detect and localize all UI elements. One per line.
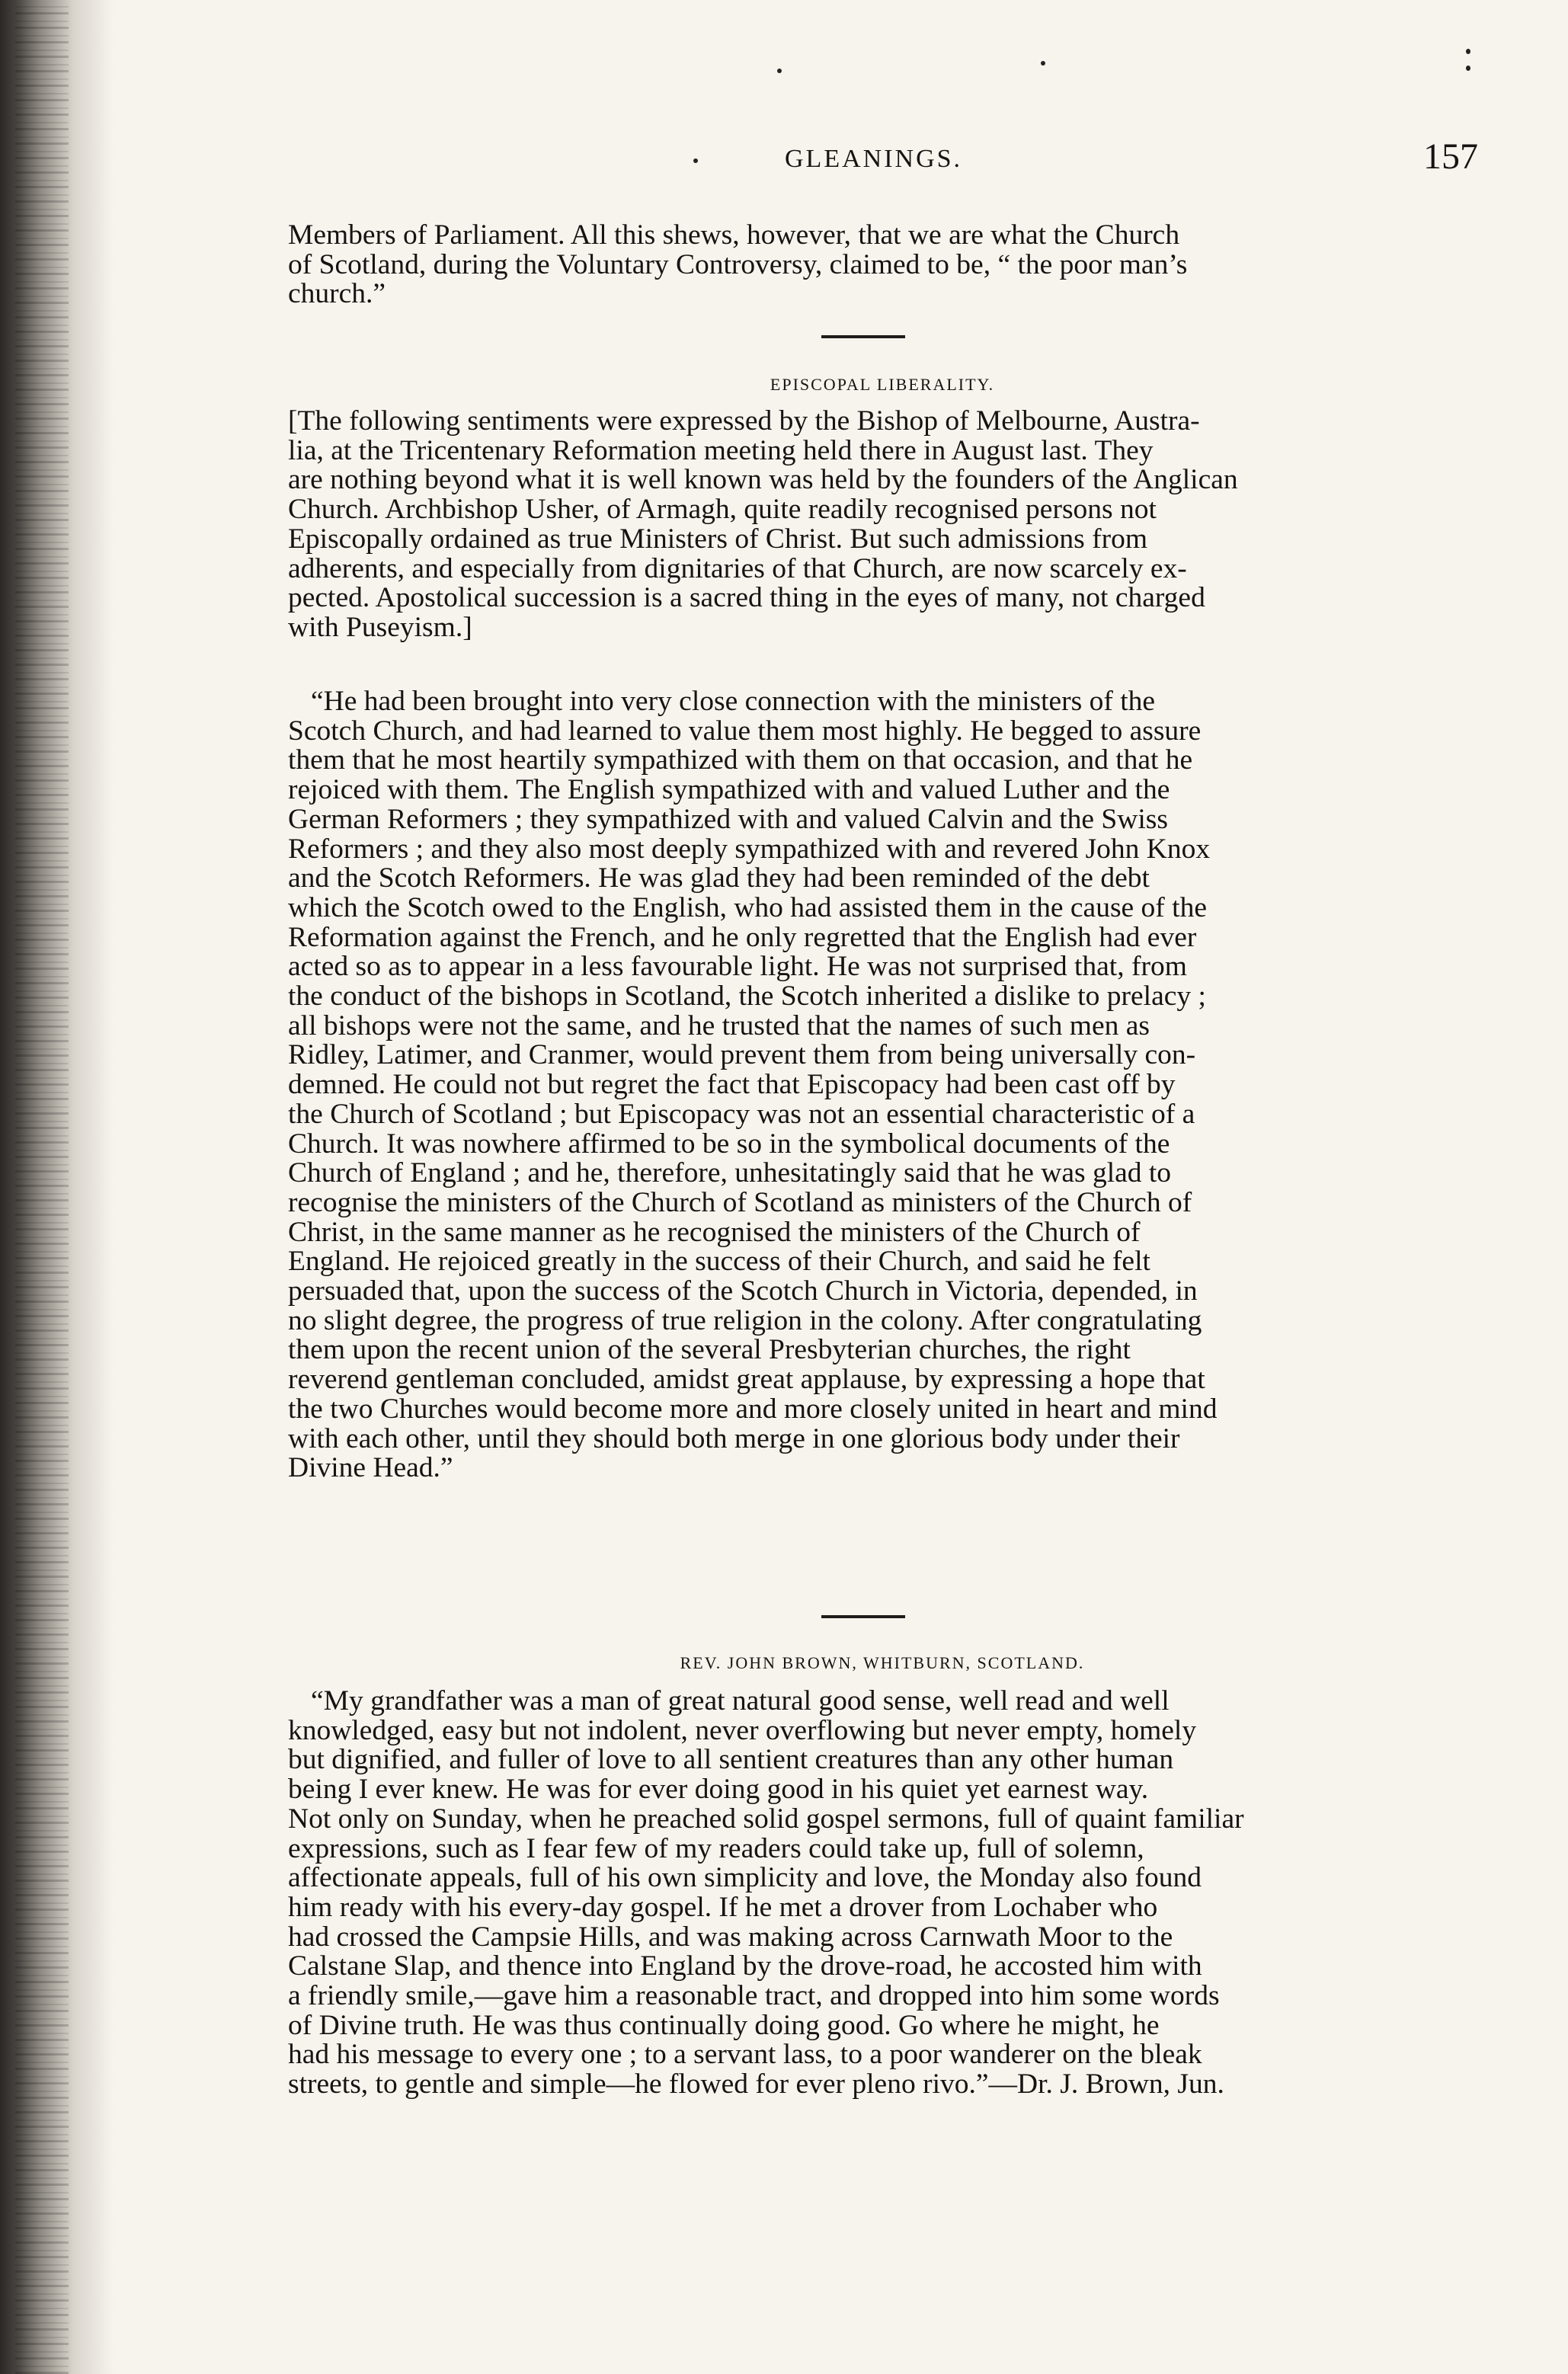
text-line: streets, to gentle and simple—he flowed for ever pleno rivo.”—Dr. J. Brown, Jun.: [288, 2068, 1224, 2100]
text-line: him ready with his every-day gospel. If he met a drover from Lochaber who: [288, 1891, 1158, 1923]
text-line: of Divine truth. He was thus continually doing good. Go where he might, he: [288, 2009, 1160, 2041]
text-line: pected. Apostolical succession is a sacred thing in the eyes of many, not charged: [288, 582, 1205, 614]
text-line: Reformation against the French, and he only regretted that the English had ever: [288, 921, 1197, 953]
text-line: had crossed the Campsie Hills, and was making across Carnwath Moor to the: [288, 1921, 1173, 1953]
section-divider: [821, 1615, 905, 1618]
text-line: being I ever knew. He was for ever doing good in his quiet yet earnest way.: [288, 1774, 1149, 1806]
ink-speck: [1466, 66, 1470, 71]
text-line: acted so as to appear in a less favourable light. He was not surprised that, from: [288, 951, 1187, 983]
text-line: Ridley, Latimer, and Cranmer, would prevent them from being universally con-: [288, 1039, 1196, 1071]
text-line: recognise the ministers of the Church of Scotland as ministers of the Church of: [288, 1186, 1192, 1218]
text-line: no slight degree, the progress of true religion in the colony. After congratulating: [288, 1304, 1202, 1336]
text-line: are nothing beyond what it is well known was held by the founders of the Anglican: [288, 464, 1238, 496]
text-line: Christ, in the same manner as he recognised the ministers of the Church of: [288, 1216, 1141, 1248]
text-line: them that he most heartily sympathized with them on that occasion, and that he: [288, 744, 1193, 776]
text-line: England. He rejoiced greatly in the success of their Church, and said he felt: [288, 1246, 1150, 1278]
section-heading-john-brown: REV. JOHN BROWN, WHITBURN, SCOTLAND.: [680, 1653, 1085, 1672]
text-line: but dignified, and fuller of love to all sentient creatures than any other human: [288, 1744, 1174, 1776]
text-line: Divine Head.”: [288, 1452, 453, 1484]
text-line: all bishops were not the same, and he trusted that the names of such men as: [288, 1009, 1150, 1041]
text-line: them upon the recent union of the several Presbyterian churches, the right: [288, 1334, 1131, 1366]
text-line: reverend gentleman concluded, amidst great applause, by expressing a hope that: [288, 1364, 1205, 1396]
ink-speck: [1466, 49, 1470, 54]
text-line: the two Churches would become more and more closely united in heart and mind: [288, 1393, 1218, 1425]
text-line: knowledged, easy but not indolent, never overflowing but never empty, homely: [288, 1714, 1197, 1746]
text-line: expressions, such as I fear few of my readers could take up, full of solemn,: [288, 1832, 1144, 1864]
text-line: Episcopally ordained as true Ministers of Christ. But such admissions from: [288, 523, 1147, 555]
text-line: Calstane Slap, and thence into England by the drove-road, he accosted him with: [288, 1950, 1202, 1982]
text-line: Not only on Sunday, when he preached solid gospel sermons, full of quaint familiar: [288, 1803, 1244, 1835]
page-number: 157: [1423, 136, 1478, 177]
text-line: Church of England ; and he, therefore, unhesitatingly said that he was glad to: [288, 1157, 1172, 1189]
running-title: GLEANINGS.: [785, 145, 963, 173]
page-header: [282, 136, 1501, 189]
text-line: of Scotland, during the Voluntary Controversy, claimed to be, “ the poor man’s: [288, 248, 1188, 280]
text-line: and the Scotch Reformers. He was glad they had been reminded of the debt: [288, 862, 1150, 894]
text-line: adherents, and especially from dignitaries of that Church, are now scarcely ex-: [288, 552, 1187, 584]
text-line: [The following sentiments were expressed by the Bishop of Melbourne, Austra-: [288, 405, 1200, 437]
text-line: “My grandfather was a man of great natural good sense, well read and well: [311, 1685, 1170, 1717]
text-line: Church. Archbishop Usher, of Armagh, quite readily recognised persons not: [288, 494, 1157, 526]
text-line: “He had been brought into very close connection with the ministers of the: [311, 686, 1156, 717]
section-divider: [821, 335, 905, 338]
text-line: persuaded that, upon the success of the Scotch Church in Victoria, depended, in: [288, 1275, 1198, 1307]
text-line: demned. He could not but regret the fact that Episcopacy had been cast off by: [288, 1069, 1176, 1101]
text-line: which the Scotch owed to the English, who had assisted them in the cause of the: [288, 891, 1207, 923]
text-line: Reformers ; and they also most deeply sympathized with and revered John Knox: [288, 833, 1211, 865]
text-line: with Puseyism.]: [288, 611, 472, 643]
text-line: Church. It was nowhere affirmed to be so in the symbolical documents of the: [288, 1128, 1170, 1160]
text-line: a friendly smile,—gave him a reasonable tract, and dropped into him some words: [288, 1980, 1220, 2012]
text-line: rejoiced with them. The English sympathized with and valued Luther and the: [288, 774, 1170, 806]
text-line: church.”: [288, 278, 386, 310]
page-binding-edge: [0, 0, 114, 2374]
section-heading-episcopal-liberality: EPISCOPAL LIBERALITY.: [770, 375, 995, 394]
text-line: Scotch Church, and had learned to value them most highly. He begged to assure: [288, 715, 1202, 747]
text-line: with each other, until they should both merge in one glorious body under their: [288, 1422, 1180, 1454]
text-line: the Church of Scotland ; but Episcopacy was not an essential characteristic of a: [288, 1098, 1195, 1130]
text-line: the conduct of the bishops in Scotland, the Scotch inherited a dislike to prelacy ;: [288, 981, 1206, 1013]
text-line: lia, at the Tricentenary Reformation meeting held there in August last. They: [288, 434, 1154, 466]
ink-speck: [1041, 61, 1045, 66]
text-line: had his message to every one ; to a servant lass, to a poor wanderer on the bleak: [288, 2039, 1202, 2071]
bishop-quote-paragraph: [288, 687, 1477, 1483]
editorial-note-paragraph: [288, 407, 1477, 643]
john-brown-quote-paragraph: [288, 1687, 1477, 2100]
text-line: affectionate appeals, full of his own simplicity and love, the Monday also found: [288, 1862, 1202, 1894]
ink-speck: [777, 69, 782, 73]
text-line: German Reformers ; they sympathized with and valued Calvin and the Swiss: [288, 803, 1168, 835]
text-line: Members of Parliament. All this shews, however, that we are what the Church: [288, 219, 1180, 251]
intro-paragraph: [288, 221, 1477, 309]
